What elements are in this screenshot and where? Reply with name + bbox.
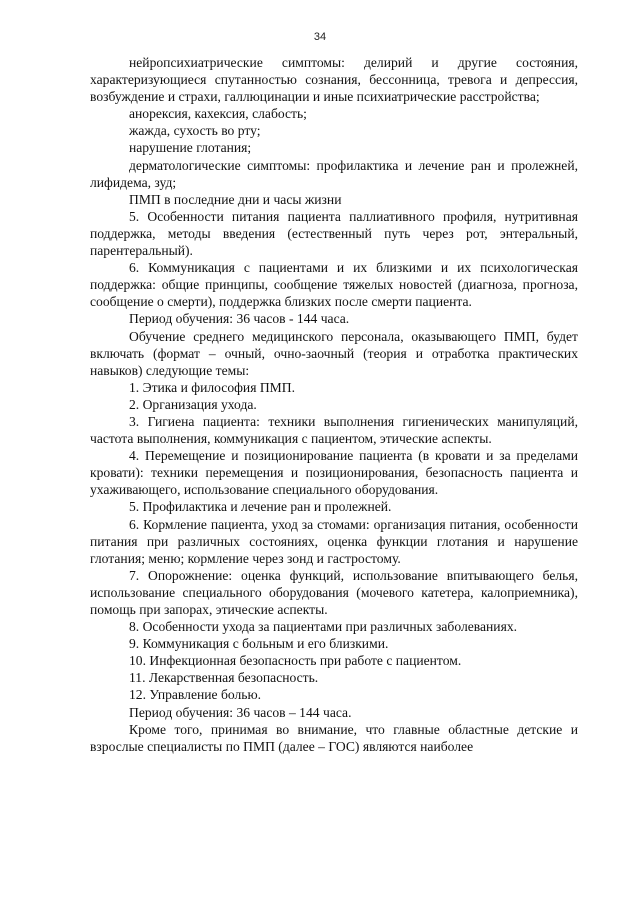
paragraph: 6. Коммуникация с пациентами и их близкими и их психологическая поддержка: общие принципы, сообщение тяжелых новостей (диагноза, прогноза, сообщение о смерти), поддержка близких после смерти пациента. [90, 260, 578, 310]
paragraph: Кроме того, принимая во внимание, что главные областные детские и взрослые специалисты по ПМП (далее – ГОС) являются наиболее [90, 721, 578, 754]
paragraph: 9. Коммуникация с больным и его близкими. [129, 636, 389, 652]
paragraph: Период обучения: 36 часов - 144 часа. [129, 311, 350, 327]
paragraph: 6. Кормление пациента, уход за стомами: организация питания, особенности питания при различных состояниях, оценка функции глотания и нарушение глотания; меню; кормление через зонд и гастростому. [90, 516, 578, 566]
paragraph: нарушение глотания; [129, 140, 252, 156]
paragraph: 5. Особенности питания пациента паллиативного профиля, нутритивная поддержка, методы введения (естественный путь через рот, энтеральный, парентеральный). [90, 208, 578, 259]
page-number: 34 [313, 31, 327, 43]
paragraph: 12. Управление болью. [129, 687, 262, 703]
paragraph: нейропсихиатрические симптомы: делирий и другие состояния, характеризующиеся спутанностью сознания, бессонница, тревога и депрессия, возбуждение и страхи, галлюцинации и иные психиатрические расстройства; [90, 55, 578, 105]
paragraph: 2. Организация ухода. [129, 396, 257, 412]
paragraph: Обучение среднего медицинского персонала, оказывающего ПМП, будет включать (формат – очный, очно-заочный (теория и отработка практических навыков) следующие темы: [90, 328, 578, 378]
paragraph: Период обучения: 36 часов – 144 часа. [129, 704, 352, 720]
paragraph: дерматологические симптомы: профилактика и лечение ран и пролежней, лифидема, зуд; [90, 157, 578, 190]
paragraph: 10. Инфекционная безопасность при работе с пациентом. [129, 653, 462, 669]
paragraph: анорексия, кахексия, слабость; [129, 106, 307, 122]
paragraph: 3. Гигиена пациента: техники выполнения гигиенических манипуляций, частота выполнения, коммуникация с пациентом, этические аспекты. [90, 413, 578, 447]
paragraph: 1. Этика и философия ПМП. [129, 379, 295, 395]
paragraph: жажда, сухость во рту; [129, 123, 261, 139]
paragraph: 11. Лекарственная безопасность. [129, 670, 319, 686]
paragraph: 8. Особенности ухода за пациентами при различных заболеваниях. [129, 619, 518, 635]
paragraph: ПМП в последние дни и часы жизни [129, 191, 342, 207]
paragraph: 4. Перемещение и позиционирование пациента (в кровати и за пределами кровати): техники перемещения и позиционирования, безопасность пациента и ухаживающего, использование специального оборудования. [90, 448, 578, 498]
body-text [90, 54, 578, 755]
paragraph: 5. Профилактика и лечение ран и пролежней. [129, 499, 392, 515]
paragraph: 7. Опорожнение: оценка функций, использование впитывающего белья, использование специального оборудования (мочевого катетера, калоприемника), помощь при запорах, этические аспекты. [90, 567, 578, 617]
